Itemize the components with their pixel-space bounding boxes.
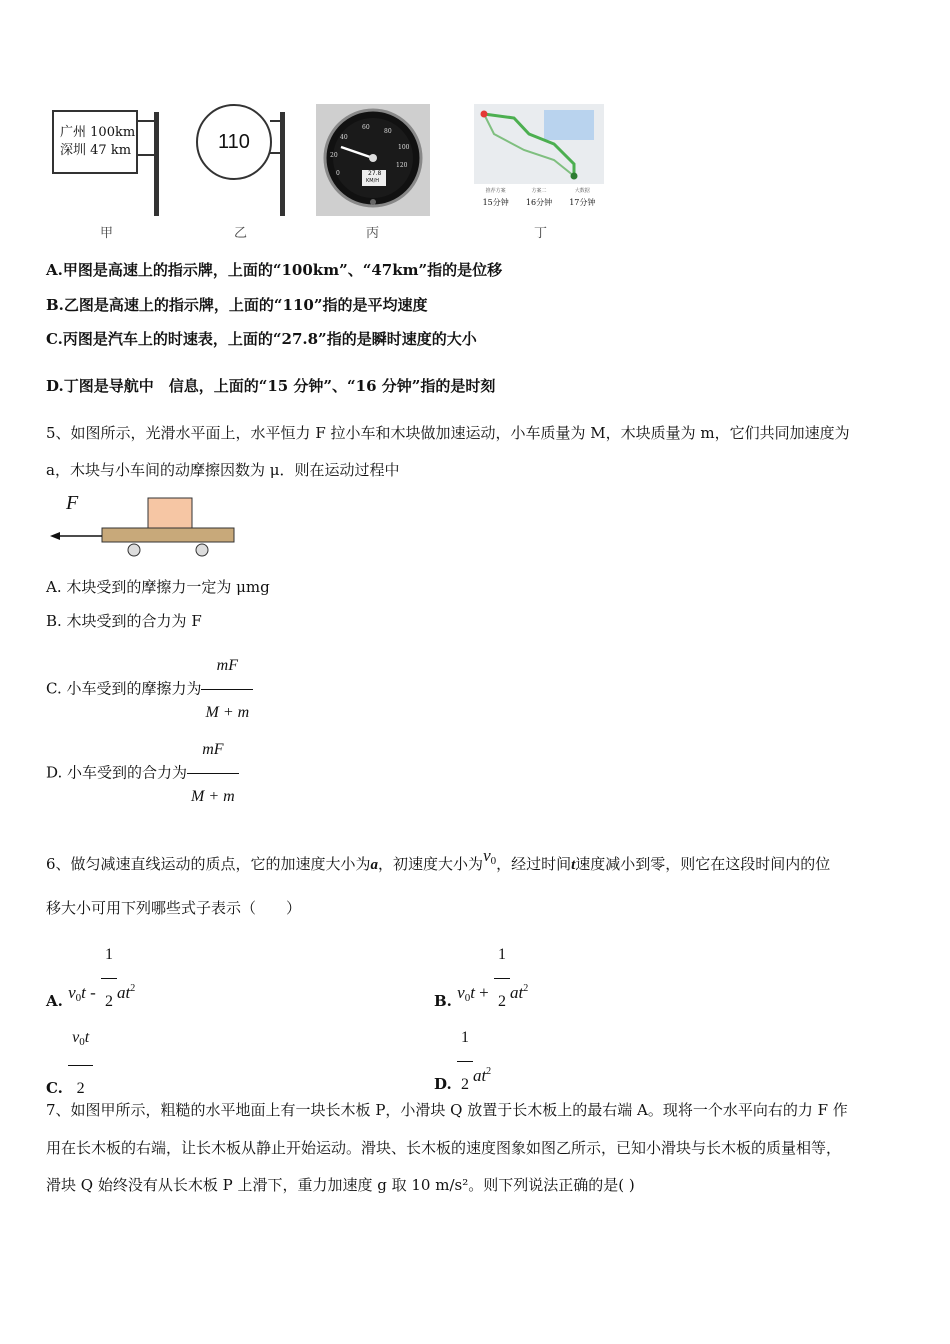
- q5-cart-diagram: [46, 490, 246, 560]
- q6-stem-line2: 移大小可用下列哪些式子表示（ ）: [46, 899, 302, 917]
- tick-60: 60: [362, 124, 370, 131]
- q5-stem-line2: a，木块与小车间的动摩擦因数为 μ．则在运动过程中: [46, 461, 400, 479]
- q5-option-d-fraction: $\frac{mF}{M + m}$: [187, 727, 239, 820]
- caption-yi: 乙: [234, 226, 248, 241]
- q7-line3: 滑块 Q 始终没有从长木板 P 上滑下，重力加速度 g 取 10 m/s²。则下列说法正确的是( ): [46, 1176, 635, 1194]
- tick-0: 0: [336, 170, 340, 177]
- tick-20: 20: [330, 152, 338, 159]
- sign-dist-1: 100km: [90, 125, 136, 140]
- q4-option-c: C.丙图是汽车上的时速表，上面的“27.8”指的是瞬时速度的大小: [46, 330, 477, 348]
- figure-bing-speedometer: [316, 104, 430, 216]
- q6-option-b: B. $v_0t$ + $\frac{1}{2}$ $at^2$: [434, 932, 528, 1025]
- figure-jia-sign: [46, 104, 166, 216]
- q5-option-a: A. 木块受到的摩擦力一定为 μmg: [46, 578, 270, 596]
- q4-option-d: D.丁图是导航中 信息，上面的“15 分钟”、“16 分钟”指的是时刻: [46, 377, 496, 395]
- sign-dist-2: 47 km: [90, 143, 132, 158]
- q5-option-c-text: C. 小车受到的摩擦力为: [46, 679, 202, 698]
- tick-80: 80: [384, 128, 392, 135]
- sign-city-2: 深圳: [60, 143, 87, 158]
- q6-stem-line1: 6、做匀减速直线运动的质点，它的加速度大小为a，初速度大小为$v_0$，经过时间t速度减小到零，则它在这段时间内的位: [46, 846, 831, 873]
- route-option-2: 方案二 16分钟: [525, 188, 553, 207]
- q5-option-c-fraction: $\frac{mF}{M + m}$: [201, 643, 253, 736]
- tick-100: 100: [398, 144, 410, 151]
- caption-bing: 丙: [366, 226, 380, 241]
- q6-option-a: A. $v_0t$ - $\frac{1}{2}$ $at^2$: [46, 932, 135, 1025]
- q5-option-c: [46, 643, 253, 736]
- q7-line1: 7、如图甲所示，粗糙的水平地面上有一块长木板 P，小滑块 Q 放置于长木板上的最右端 A。现将一个水平向右的力 F 作: [46, 1101, 848, 1119]
- speed-limit-value: 110: [196, 104, 272, 180]
- q5-stem-line1: 5、如图所示，光滑水平面上，水平恒力 F 拉小车和木块做加速运动，小车质量为 M，木块质量为 m，它们共同加速度为: [46, 424, 850, 442]
- speedometer-reading: 27.8: [368, 170, 382, 177]
- q6-option-d: D. $\frac{1}{2}$ $at^2$: [434, 1015, 491, 1108]
- q4-option-a: A.甲图是高速上的指示牌，上面的“100km”、“47km”指的是位移: [46, 261, 503, 279]
- sign-city-1: 广州: [60, 125, 87, 140]
- speedometer-dial: [316, 104, 430, 216]
- q5-option-d-text: D. 小车受到的合力为: [46, 763, 188, 782]
- q4-option-b: B.乙图是高速上的指示牌，上面的“110”指的是平均速度: [46, 296, 428, 314]
- figure-yi-speed-limit: [192, 104, 292, 216]
- figure-ding-navigation-map: [474, 104, 604, 216]
- force-label: F: [66, 492, 79, 514]
- q7-line2: 用在长木板的右端，让长木板从静止开始运动。滑块、长木板的速度图象如图乙所示，已知小滑块与长木板的质量相等，: [46, 1139, 842, 1157]
- caption-jia: 甲: [100, 226, 114, 241]
- speedometer-unit: KM/H: [366, 178, 380, 184]
- v0-symbol: $v_0$: [483, 846, 497, 867]
- tick-120: 120: [396, 162, 408, 169]
- q5-option-b: B. 木块受到的合力为 F: [46, 612, 202, 630]
- tick-40: 40: [340, 134, 348, 141]
- q6-option-c: C. $\frac{v_0t}{2}$: [46, 1015, 93, 1112]
- q5-option-d: [46, 727, 239, 820]
- route-option-3: 大数据 17分钟: [569, 188, 596, 207]
- route-option-1: 推荐方案 15分钟: [482, 188, 509, 207]
- map-route: [474, 104, 604, 184]
- caption-ding: 丁: [534, 226, 548, 241]
